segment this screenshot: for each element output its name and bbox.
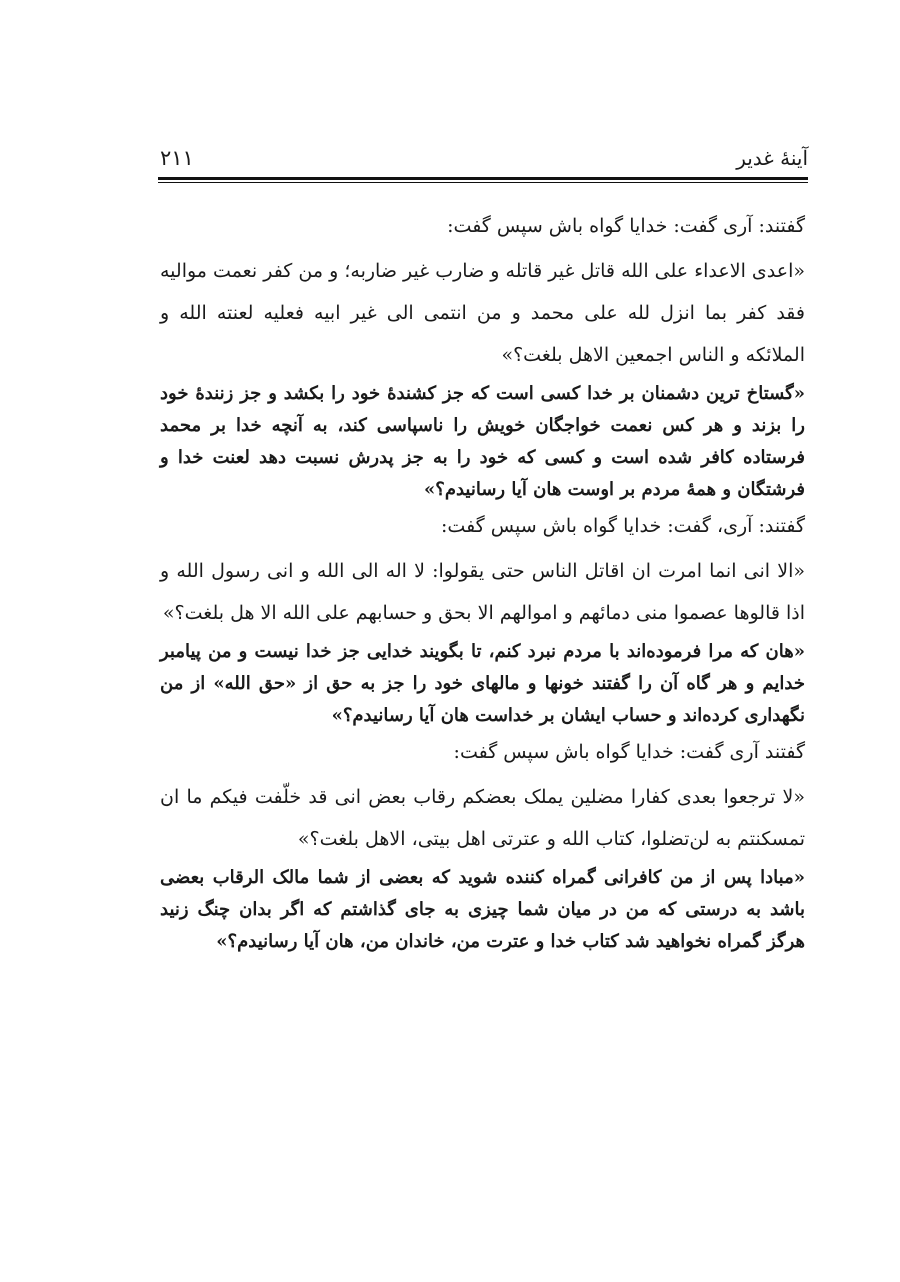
dialogue-block-1: [160, 210, 805, 506]
response-line: گفتند: آری گفت: خدایا گواه باش سپس گفت:: [447, 215, 805, 237]
running-title: آینهٔ غدیر: [736, 146, 808, 170]
page-header: [158, 143, 808, 179]
persian-translation: «هان که مرا فرموده‌اند با مردم نبرد کنم، تا بگویند خدایی جز خدا نیست و من پیامبر خدایم و هر گاه آن را گفتند خونها و مالهای خود را جز به حق از «حق الله» از من نگهداری کرده‌اند و حساب ایشان بر خداست هان آیا رسانیدم؟»: [160, 641, 805, 726]
arabic-quote: «لا ترجعوا بعدی کفارا مضلین یملک بعضکم رقاب بعض انی قد خلّفت فیکم ما ان تمسکنتم به لن‌تضلوا، کتاب الله و عترتی اهل بیتی، الاهل بلغت؟»: [160, 786, 805, 850]
persian-translation: «گستاخ ترین دشمنان بر خدا کسی است که جز کشندهٔ خود را بکشد و جز زنندهٔ خود را بزند و هر کس نعمت خواجگان خویش را ناسپاسی کند، به آنچه خدا بر محمد فرستاده کافر شده است و کسی که خود را به جز پدرش نسبت دهد لعنت خدا و فرشتگان و همهٔ مردم بر اوست هان آیا رسانیدم؟»: [160, 383, 805, 500]
arabic-quote: «اعدی الاعداء علی الله قاتل غیر قاتله و ضارب غیر ضاربه؛ و من کفر نعمت موالیه فقد کفر بما انزل لله علی محمد و من انتمی الی غیر ابیه فعلیه لعنته الله و الملائکه و الناس اجمعین الاهل بلغت؟»: [160, 260, 805, 366]
page-number: ۲۱۱: [160, 146, 194, 170]
header-rule: [158, 177, 808, 180]
header-rule-thin: [158, 182, 808, 183]
response-line: گفتند آری گفت: خدایا گواه باش سپس گفت:: [453, 741, 805, 763]
page-body: [160, 210, 805, 962]
response-line: گفتند: آری، گفت: خدایا گواه باش سپس گفت:: [441, 515, 805, 537]
arabic-quote: «الا انی انما امرت ان اقاتل الناس حتی یقولوا: لا اله الی الله و انی رسول الله و اذا قالوها عصموا منی دمائهم و اموالهم الا بحق و حسابهم علی الله الا هل بلغت؟»: [160, 560, 805, 624]
dialogue-block-3: [160, 736, 805, 958]
persian-translation: «مبادا پس از من کافرانی گمراه کننده شوید که بعضی از شما مالک الرقاب بعضی باشد به درستی که من در میان شما چیزی به جای گذاشتم که اگر بدان چنگ زنید هرگز گمراه نخواهید شد کتاب خدا و عترت من، خاندان من، هان آیا رسانیدم؟»: [160, 867, 805, 952]
dialogue-block-2: [160, 510, 805, 732]
